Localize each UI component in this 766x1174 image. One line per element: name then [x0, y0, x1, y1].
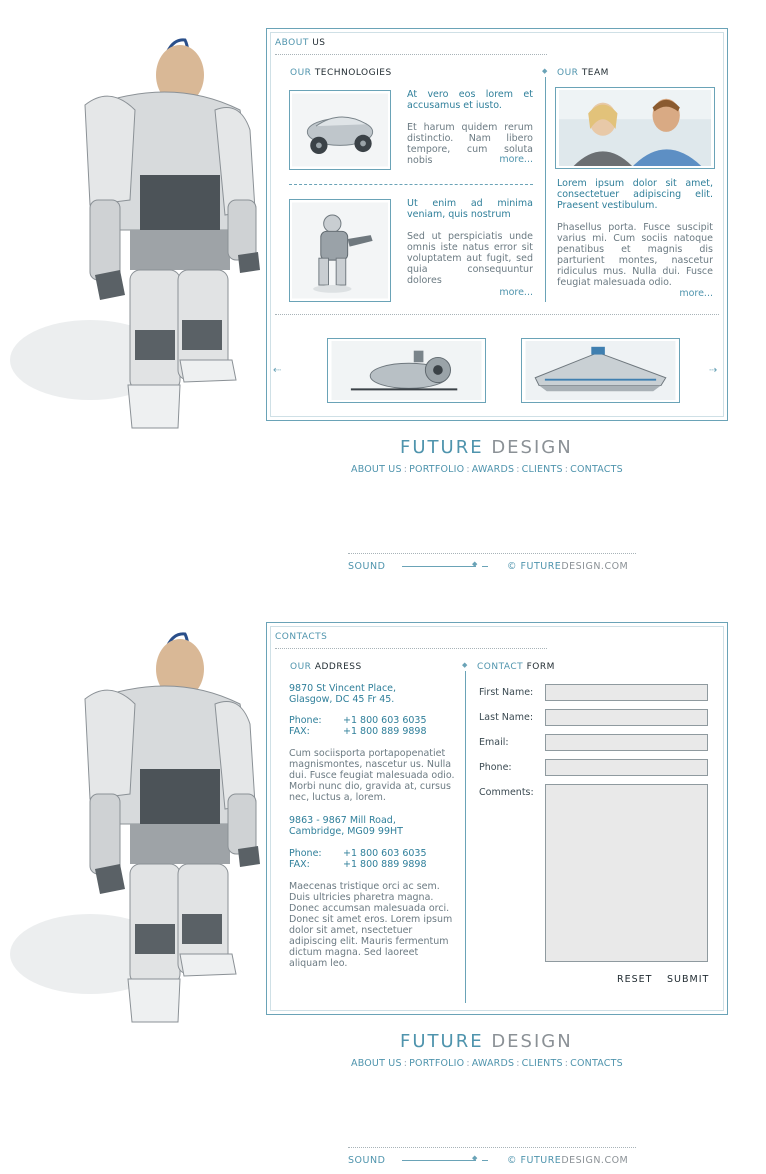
- robot-illustration: [0, 624, 265, 1034]
- phone-value-2: +1 800 603 6035: [343, 848, 427, 859]
- carousel-divider: [275, 314, 719, 315]
- address-paragraph-1: Cum sociisporta portapopenatiet magnismontes, nascetur us. Nulla dui. Fusce feugiat malesuada odio. Morbi nunc dio, gravida at, cursus nec, luctus a, lorem.: [289, 748, 455, 803]
- sound-toggle[interactable]: SOUND: [348, 1155, 386, 1166]
- main-nav: ABOUT US : PORTFOLIO : AWARDS : CLIENTS : CONTACTS: [351, 464, 623, 475]
- column-divider: [465, 671, 466, 1003]
- phone-label: Phone:: [479, 762, 512, 773]
- last-name-input[interactable]: [545, 709, 708, 726]
- carousel-thumb-building[interactable]: [521, 338, 680, 403]
- last-name-label: Last Name:: [479, 712, 534, 723]
- fax-value-2: +1 800 889 9898: [343, 859, 427, 870]
- carousel-thumb-jet[interactable]: [327, 338, 486, 403]
- heading-divider: [275, 648, 547, 649]
- nav-portfolio[interactable]: PORTFOLIO: [409, 464, 465, 475]
- carousel-prev-arrow[interactable]: ⇠: [273, 365, 282, 376]
- brand-logo[interactable]: FUTURE DESIGN: [400, 437, 573, 458]
- team-heading: OUR TEAM: [557, 68, 609, 78]
- sound-slider-tail: [482, 566, 488, 567]
- nav-awards[interactable]: AWARDS: [471, 464, 515, 475]
- nav-clients[interactable]: CLIENTS: [521, 1058, 563, 1069]
- email-label: Email:: [479, 737, 509, 748]
- tech-item-1-body: Et harum quidem rerum distinctio. Nam libero tempore, cum soluta nobis: [407, 122, 533, 166]
- reset-button[interactable]: RESET: [617, 974, 653, 985]
- brand-logo[interactable]: FUTURE DESIGN: [400, 1031, 573, 1052]
- comments-textarea[interactable]: [545, 784, 708, 962]
- team-lead: Lorem ipsum dolor sit amet, consectetuer adipiscing elit. Praesent vestibulum.: [557, 178, 713, 211]
- first-name-input[interactable]: [545, 684, 708, 701]
- main-nav: ABOUT US : PORTFOLIO : AWARDS : CLIENTS : CONTACTS: [351, 1058, 623, 1069]
- contacts-panel: [266, 622, 728, 1015]
- address-heading: OUR ADDRESS: [290, 662, 362, 672]
- tech-item-2-lead: Ut enim ad minima veniam, quis nostrum: [407, 198, 533, 220]
- phone-label-2: Phone:: [289, 848, 322, 859]
- phone-input[interactable]: [545, 759, 708, 776]
- address-2: 9863 - 9867 Mill Road, Cambridge, MG09 99HT: [289, 815, 403, 837]
- fax-label-1: FAX:: [289, 726, 310, 737]
- first-name-label: First Name:: [479, 687, 534, 698]
- tech-thumb-vehicle[interactable]: [289, 90, 391, 170]
- technologies-heading: OUR TECHNOLOGIES: [290, 68, 392, 78]
- sound-slider-tail: [482, 1160, 488, 1161]
- fax-value-1: +1 800 889 9898: [343, 726, 427, 737]
- sound-slider-handle[interactable]: ◆: [472, 560, 478, 568]
- contacts-heading: CONTACTS: [275, 632, 328, 642]
- comments-label: Comments:: [479, 787, 534, 798]
- footer-divider: [348, 553, 636, 554]
- tech-divider: [289, 184, 533, 185]
- nav-portfolio[interactable]: PORTFOLIO: [409, 1058, 465, 1069]
- divider-diamond: ◆: [542, 67, 548, 75]
- team-more-link[interactable]: more...: [679, 288, 713, 299]
- nav-contacts[interactable]: CONTACTS: [570, 464, 623, 475]
- team-photo[interactable]: [555, 87, 715, 169]
- nav-contacts[interactable]: CONTACTS: [570, 1058, 623, 1069]
- robot-illustration: [0, 30, 265, 440]
- nav-about-us[interactable]: ABOUT US: [351, 464, 402, 475]
- team-body: Phasellus porta. Fusce suscipit varius mi. Cum sociis natoque penatibus et magnis dis parturient montes, nascetur ridiculus mus. Nulla dui. Fusce feugiat malesuada odio.: [557, 222, 713, 288]
- nav-awards[interactable]: AWARDS: [471, 1058, 515, 1069]
- about-panel: [266, 28, 728, 421]
- about-heading: ABOUT US: [275, 38, 326, 48]
- address-paragraph-2: Maecenas tristique orci ac sem. Duis ultricies pharetra magna. Donec accumsan malesuada orci. Donec sit amet eros. Lorem ipsum dolor sit amet, nsectetuer adipiscing elit. Mauris fermentum dictum magna. Sed laoreet aliquam leo.: [289, 881, 453, 969]
- tech-item-1-more-link[interactable]: more...: [499, 154, 533, 165]
- footer-copyright: © FUTUREDESIGN.COM: [507, 1155, 629, 1166]
- sound-slider-track[interactable]: [402, 1160, 476, 1161]
- phone-value-1: +1 800 603 6035: [343, 715, 427, 726]
- nav-about-us[interactable]: ABOUT US: [351, 1058, 402, 1069]
- column-divider: [545, 77, 546, 302]
- sound-toggle[interactable]: SOUND: [348, 561, 386, 572]
- sound-slider-handle[interactable]: ◆: [472, 1154, 478, 1162]
- footer-copyright: © FUTUREDESIGN.COM: [507, 561, 629, 572]
- form-heading: CONTACT FORM: [477, 662, 555, 672]
- address-1: 9870 St Vincent Place, Glasgow, DC 45 Fr 45.: [289, 683, 397, 705]
- phone-label-1: Phone:: [289, 715, 322, 726]
- email-input[interactable]: [545, 734, 708, 751]
- tech-item-2-more-link[interactable]: more...: [499, 287, 533, 298]
- tech-item-1-lead: At vero eos lorem et accusamus et iusto.: [407, 89, 533, 111]
- submit-button[interactable]: SUBMIT: [667, 974, 710, 985]
- carousel-next-arrow[interactable]: ⇢: [709, 365, 718, 376]
- footer-divider: [348, 1147, 636, 1148]
- sound-slider-track[interactable]: [402, 566, 476, 567]
- heading-divider: [275, 54, 547, 55]
- nav-clients[interactable]: CLIENTS: [521, 464, 563, 475]
- fax-label-2: FAX:: [289, 859, 310, 870]
- divider-diamond: ◆: [462, 661, 468, 669]
- tech-item-2-body: Sed ut perspiciatis unde omnis iste natus error sit voluptatem aut fugit, sed quia consequuntur dolores: [407, 231, 533, 286]
- tech-thumb-robot[interactable]: [289, 199, 391, 302]
